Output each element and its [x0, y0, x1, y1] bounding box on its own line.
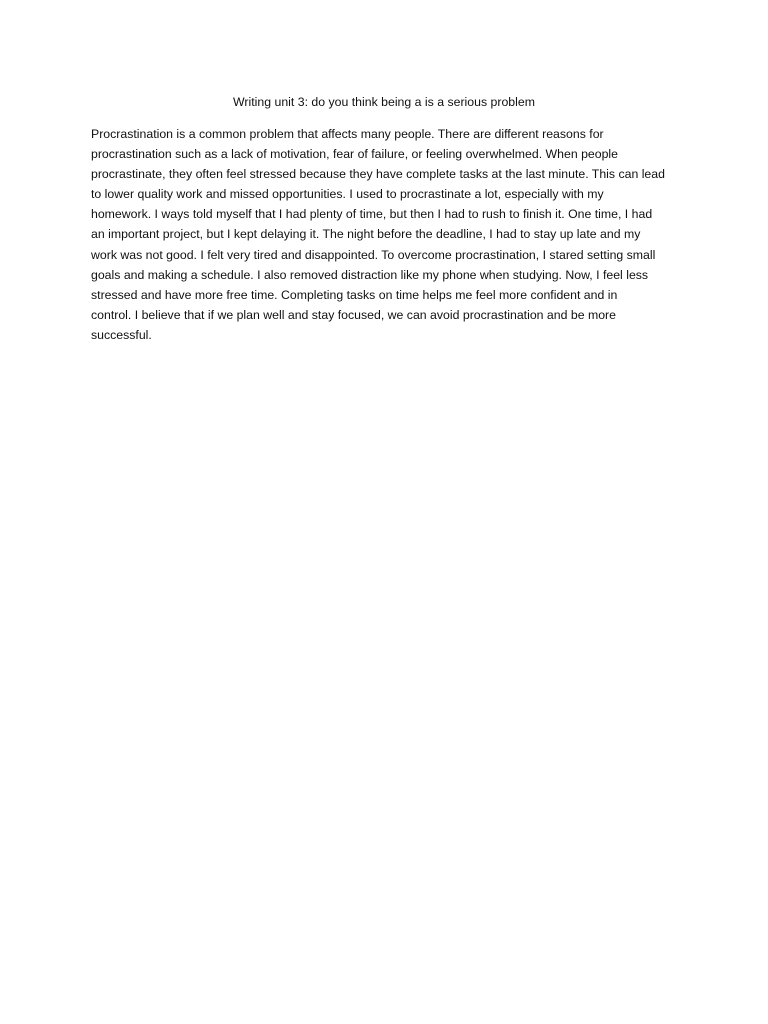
- paragraph-line: homework. I ways told myself that I had plenty of time, but then I had to rush to finish it. One time, I had: [91, 207, 653, 222]
- paragraph-line: work was not good. I felt very tired and disappointed. To overcome procrastination, I stared setting small: [91, 247, 656, 262]
- paragraph-line: procrastinate, they often feel stressed because they have complete tasks at the last minute. This can lead: [91, 167, 665, 182]
- paragraph-line: an important project, but I kept delaying it. The night before the deadline, I had to stay up late and my: [91, 227, 641, 242]
- paragraph-line: procrastination such as a lack of motivation, fear of failure, or feeling overwhelmed. When people: [91, 147, 618, 162]
- paragraph-line: successful.: [91, 327, 152, 342]
- paragraph-line: control. I believe that if we plan well and stay focused, we can avoid procrastination and be more: [91, 307, 616, 322]
- paragraph-line: goals and making a schedule. I also removed distraction like my phone when studying. Now, I feel less: [91, 267, 649, 282]
- essay-paragraph: [91, 124, 683, 345]
- paragraph-line: Procrastination is a common problem that affects many people. There are different reasons for: [91, 127, 604, 141]
- document-title: Writing unit 3: do you think being a is a serious problem: [233, 95, 535, 109]
- paragraph-line: stressed and have more free time. Completing tasks on time helps me feel more confident and in: [91, 287, 618, 302]
- paragraph-line: to lower quality work and missed opportunities. I used to procrastinate a lot, especially with my: [91, 187, 604, 202]
